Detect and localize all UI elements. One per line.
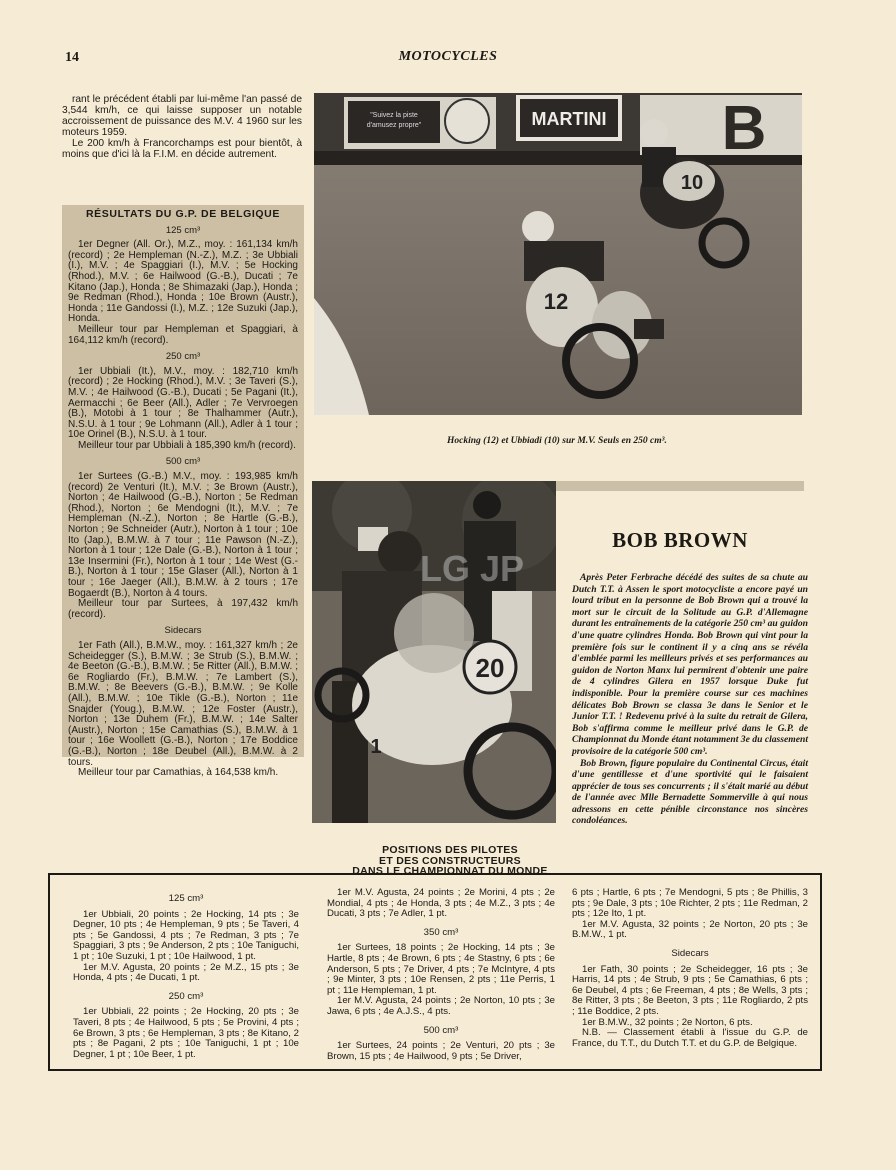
results-category: 250 cm³ bbox=[165, 351, 201, 363]
positions-paragraph: 1er M.V. Agusta, 24 points ; 2e Morini, 4 pts ; 2e Mondial, 4 pts ; 4e Honda, 3 pts ; 4e M.Z., 3 pts ; 4e Ducati, 3 pts ; 7e Adler, 1 pt. bbox=[327, 887, 555, 920]
results-category: 500 cm³ bbox=[165, 456, 201, 468]
results-paragraph: 1er Degner (All. Or.), M.Z., moy. : 161,134 km/h (record) ; 2e Hempleman (N.-Z.), M.Z. ; 3e Ubbiali (I.), M.V. ; 4e Spaggiari (I.), M.V. ; 5e Hocking (Rhod.), M.V. ; 6e Hailwood (G.-B.), Ducati ; 7e Kitano (Jap.), Honda ; 8e Shimazaki (Jap.), Honda ; 9e Redman (Rhod.), Honda ; 10e Brown (Austr.), Honda ; 11e Gandossi (I.), M.Z. ; 12e Suzuki (Jap.), Honda. bbox=[68, 239, 298, 325]
positions-paragraph: N.B. — Classement établi à l'issue du G.P. de France, du T.T., du Dutch T.T. et du G.P. de Belgique. bbox=[572, 1027, 808, 1049]
intro-text bbox=[62, 94, 302, 160]
positions-title-line: DANS LE CHAMPIONNAT DU MONDE bbox=[352, 865, 548, 878]
results-paragraph: Meilleur tour par Hempleman et Spaggiari, à 164,112 km/h (record). bbox=[68, 323, 298, 346]
results-title: RÉSULTATS DU G.P. DE BELGIQUE bbox=[86, 208, 280, 220]
results-paragraph: 1er Fath (All.), B.M.W., moy. : 161,327 km/h ; 2e Scheidegger (S.), B.M.W. ; 3e Strub (S.), B.M.W. ; 4e Beeton (G.-B.), B.M.W. ; 5e Ritter (All.), B.M.W. ; 6e Rogliardo (Fr.), B.M.W. ; 7e Lambert (S.), B.M.W. ; 8e Beevers (G.-B.), B.M.W. ; 9e Kolle (All.), B.M.W. ; 10e Tikle (G.-B.), Norton ; 11e Snajder (Youg.), B.M.W. ; 12e Foster (Austr.), Norton ; 13e Duhem (Fr.), B.M.W. ; 14e Salter (Austr.), Norton ; 15e Camathias (S.), B.M.W. à 1 tour ; 16e Woollett (G.-B.), Norton ; 17e Boddice (G.-B.), Norton ; 18e Deubel (All.), B.M.W. à 2 tours. bbox=[68, 639, 298, 768]
results-category: Sidecars bbox=[164, 625, 202, 637]
photo-hocking-ubbiali bbox=[314, 93, 802, 415]
positions-category: 500 cm³ bbox=[423, 1024, 459, 1036]
sign-right: B bbox=[721, 94, 767, 163]
positions-paragraph: 1er Fath, 30 points ; 2e Scheidegger, 16 pts ; 3e Harris, 14 pts ; 4e Strub, 9 pts ; 5e Camathias, 6 pts ; 6e Deubel, 4 pts ; 6e Freeman, 4 pts ; 8e Wells, 3 pts ; 8e Ritter, 3 pts ; 8e Beeton, 3 pts ; 11e Rogliardo, 2 pts ; 11e Boddice, 2 pts. bbox=[572, 963, 808, 1017]
sign-left-line1: "Suivez la piste bbox=[370, 112, 418, 119]
positions-title-line: POSITIONS DES PILOTES bbox=[382, 844, 518, 856]
rider-b-number: 10 bbox=[680, 172, 704, 194]
positions-category: 350 cm³ bbox=[423, 926, 459, 938]
positions-column-1 bbox=[73, 888, 299, 1060]
bike-number: 20 bbox=[475, 653, 505, 683]
positions-category: Sidecars bbox=[671, 947, 709, 959]
magazine-title: MOTOCYCLES bbox=[398, 49, 498, 64]
positions-paragraph: 1er Surtees, 18 points ; 2e Hocking, 14 pts ; 3e Hartle, 8 pts ; 4e Brown, 6 pts ; 4e Stastny, 6 pts ; 6e Anderson, 5 pts ; 7e Driver, 4 pts ; 7e McIntyre, 4 pts ; 9e Minter, 3 pts ; 10e Rensen, 2 pts ; 11e Perris, 1 pt ; 11e Hempleman, 1 pt. bbox=[327, 942, 555, 996]
rider-a-number: 12 bbox=[543, 289, 569, 314]
positions-box bbox=[48, 873, 822, 1071]
positions-paragraph: 1er Ubbiali, 20 points ; 2e Hocking, 14 pts ; 3e Degner, 10 pts ; 4e Hempleman, 9 pts ; 5e Taveri, 4 pts ; 5e Gandossi, 4 pts ; 7e Redman, 3 pts ; 7e Spaggiari, 3 pts ; 9e Anderson, 2 pts ; 10e Taniguchi, 1 pt ; 10e Suzuki, 1 pt ; 10e Hailwood, 1 pt. bbox=[73, 908, 299, 962]
results-body bbox=[68, 226, 298, 779]
results-paragraph: 1er Surtees (G.-B.) M.V., moy. : 193,985 km/h (record) 2e Venturi (It.), M.V. ; 3e Brown (Austr.), Norton ; 4e Hailwood (G.-B.), Norton ; 5e Redman (Rhod.), Norton ; 6e Mendogni (It.), M.V. ; 7e Hempleman (N.-Z.), Norton ; 8e Hartle (G.-B.), Norton ; 9e Schneider (Autr.), Norton à 1 tour ; 10e Ito (Jap.), B.M.W. à 7 tour ; 11e Pawson (N.-Z.), Norton à 1 tour ; 12e Dale (G.-B.), Norton à 1 tour ; 13e Insermini (Fr.), Norton à 1 tour ; 14e West (G.-B.), Norton à 1 tour ; 15e Glaser (All.), Norton à 1 tour ; 16e Jaeger (All.), B.M.W. à 2 tours ; 17e Bogaerdt (B.), Norton à 4 tours. bbox=[68, 471, 298, 599]
results-paragraph: Meilleur tour par Surtees, à 197,432 km/h (record). bbox=[68, 598, 298, 620]
positions-paragraph: 1er B.M.W., 32 points ; 2e Norton, 6 pts. bbox=[582, 1016, 753, 1028]
positions-paragraph: 1er M.V. Agusta, 32 points ; 2e Norton, 20 pts ; 3e B.M.W., 1 pt. bbox=[572, 918, 808, 941]
obituary-text bbox=[572, 572, 808, 827]
intro-paragraph: Le 200 km/h à Francorchamps est pour bientôt, à moins que d'ici là la F.I.M. en décide autrement. bbox=[62, 138, 302, 160]
positions-title-line: ET DES CONSTRUCTEURS bbox=[379, 854, 521, 867]
results-box bbox=[62, 205, 304, 779]
positions-paragraph: 1er Ubbiali, 22 points ; 2e Hocking, 20 pts ; 3e Taveri, 8 pts ; 4e Hailwood, 5 pts ; 5e Provini, 4 pts ; 6e Brown, 3 pts ; 6e Hempleman, 3 pts ; 8e Kitano, 2 pts ; 8e Pagani, 2 pts ; 10e Taniguchi, 1 pt ; 10e Degner, 1 pt ; 10e Beer, 1 pt. bbox=[73, 1006, 299, 1060]
photo-bob-brown bbox=[312, 481, 556, 823]
photo-caption: Hocking (12) et Ubbiadi (10) sur M.V. Seuls en 250 cm³. bbox=[447, 436, 667, 446]
results-category: 125 cm³ bbox=[165, 224, 201, 236]
watermark: LG JP bbox=[419, 548, 525, 589]
results-paragraph: 1er Ubbiali (It.), M.V., moy. : 182,710 km/h (record) ; 2e Hocking (Rhod.), M.V. ; 3e Taveri (S.), M.V. ; 4e Hailwood (G.-B.), Ducati ; 5e Pagani (It.), Aermacchi ; 6e Beer (All.), Adler ; 7e Vervroegen (B.), Motobi à 1 tour ; 8e Thalhammer (Autr.), N.S.U. à 1 tour ; 9e Lohmann (All.), Adler à 1 tour ; 10e Orinel (B.), N.S.U. à 1 tour. bbox=[68, 365, 298, 441]
positions-paragraph: 1er M.V. Agusta, 20 points ; 2e M.Z., 15 pts ; 3e Honda, 4 pts ; 4e Ducati, 1 pt. bbox=[73, 961, 299, 984]
page-number: 14 bbox=[65, 50, 79, 65]
positions-column-3 bbox=[572, 888, 808, 1049]
intro-paragraph: rant le précédent établi par lui-même l'an passé de 3,544 km/h, ce qui laisse supposer un notable accroissement de puissance des M.V. 4 1960 sur les moteurs 1959. bbox=[62, 94, 302, 138]
bob-brown-photo bbox=[312, 481, 556, 823]
positions-title bbox=[240, 845, 660, 877]
positions-column-2 bbox=[327, 888, 555, 1062]
sign-left-line2: d'amusez propre" bbox=[366, 122, 422, 129]
positions-paragraph: 6 pts ; Hartle, 6 pts ; 7e Mendogni, 5 pts ; 8e Phillis, 3 pts ; 9e Dale, 3 pts ; 10e Richter, 2 pts ; 11e Redman, 2 pts ; 12e Ito, 1 pt. bbox=[572, 887, 808, 920]
sign-martini: MARTINI bbox=[531, 109, 607, 129]
positions-category: 125 cm³ bbox=[168, 893, 204, 904]
obituary-band bbox=[556, 481, 804, 491]
obituary-paragraph: Bob Brown, figure populaire du Continental Circus, était d'une gentillesse et d'une sportivité qui le faisaient apprécier de tous ses concurrents ; il s'était marié au début de l'année avec Mlle Bernadette Sommerville à qui nous adressons en cette pénible circonstance nos sincères condoléances. bbox=[572, 757, 808, 827]
obituary-title: BOB BROWN bbox=[612, 528, 748, 552]
results-paragraph: Meilleur tour par Ubbiali à 185,390 km/h (record). bbox=[78, 439, 296, 451]
results-paragraph: Meilleur tour par Camathias, à 164,538 km/h. bbox=[78, 767, 279, 779]
positions-paragraph: 1er M.V. Agusta, 24 points ; 2e Norton, 10 pts ; 3e Jawa, 6 pts ; 4e A.J.S., 4 pts. bbox=[327, 995, 555, 1017]
positions-paragraph: 1er Surtees, 24 points ; 2e Venturi, 20 pts ; 3e Brown, 15 pts ; 4e Hailwood, 9 pts ; 5e Driver, bbox=[327, 1040, 555, 1062]
side-number: 1 bbox=[370, 736, 382, 758]
obituary-paragraph: Après Peter Ferbrache décédé des suites de sa chute au Dutch T.T. à Assen le sport motocycliste a encore payé un lourd tribut en la personne de Bob Brown qui a trouvé la mort sur le circuit de la Solitude au G.P. d'Allemagne durant les entraînements de la catégorie 250 cm³ au guidon d'une quatre cylindres Honda. Bob Brown qui vint pour la première fois sur le continent il y a cinq ans se révéla d'emblée parmi les meilleurs privés et ses performances au guidon de Norton Manx lui permirent d'obtenir une paire de 4 cylindres Gilera en 1957 lorsque Duke fut indisponible. Pour la première course sur ces machines délicates Bob Brown se classa 3e dans le Senior et le Junior T.T. ! Redevenu privé à la suite du retrait de Gilera, Bob s'affirma comme le meilleur privé dans le G.P. de Championnat du Monde étant notamment 3e du classement provisoire de la catégorie 500 cm³. bbox=[572, 572, 808, 757]
racing-photo bbox=[314, 93, 802, 415]
positions-category: 250 cm³ bbox=[168, 990, 204, 1002]
